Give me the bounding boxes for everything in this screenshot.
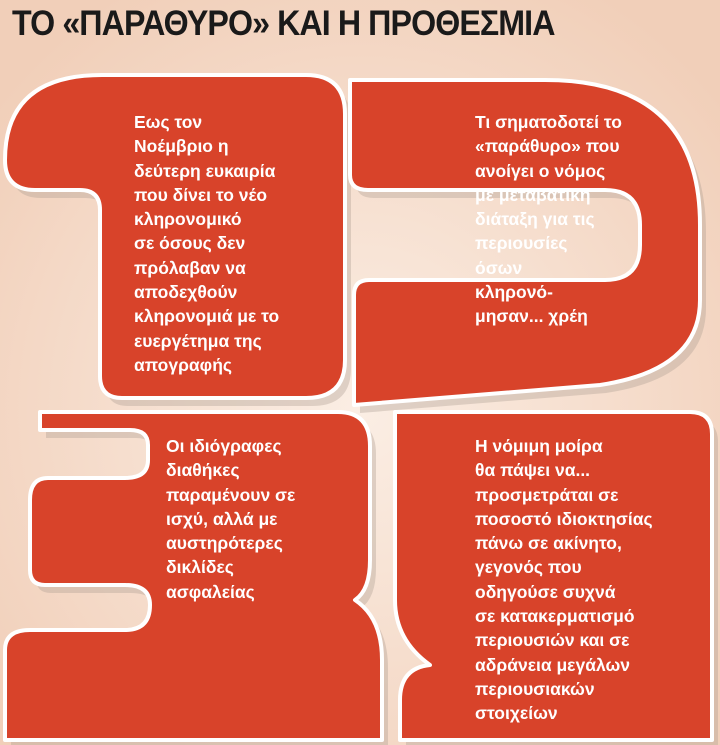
- panel-4-line: Η νόμιμη μοίρα: [475, 436, 603, 456]
- panel-3-line: ασφαλείας: [166, 581, 255, 602]
- panel-2-line: ανοίγει ο νόμος: [475, 160, 606, 181]
- panel-4-line: περιουσιακών: [475, 678, 595, 699]
- panel-3-line: Οι ιδιόγραφες: [166, 436, 282, 456]
- panel-4-line: αδράνεια μεγάλων: [475, 654, 631, 675]
- panel-4-line: πάνω σε ακίνητο,: [475, 533, 622, 554]
- panel-1-line: Νοέμβριο η: [134, 136, 229, 157]
- panel-4-line: ποσοστό ιδιοκτησίας: [475, 508, 653, 529]
- panel-2-line: διάταξη για τις: [475, 209, 595, 230]
- panel-2-line: με μεταβατική: [475, 184, 591, 205]
- panel-4-line: θα πάψει να...: [475, 460, 591, 481]
- panel-1-line: αποδεχθούν: [134, 282, 238, 303]
- panel-4-line: γεγονός που: [475, 557, 582, 578]
- panel-3-line: διαθήκες: [166, 460, 240, 481]
- panel-3-line: ισχύ, αλλά με: [166, 508, 278, 529]
- panel-4-line: στοιχείων: [475, 703, 558, 724]
- panel-4-text: [475, 434, 653, 726]
- panel-2-text: [475, 110, 622, 329]
- page-title: ΤΟ «ΠΑΡΑΘΥΡΟ» ΚΑΙ Η ΠΡΟΘΕΣΜΙΑ: [12, 4, 555, 43]
- panel-1-text: [134, 110, 279, 377]
- panel-1-line: ευεργέτημα της: [134, 330, 262, 351]
- panel-3-line: αυστηρότερες: [166, 533, 283, 554]
- panel-1-line: κληρονομικό: [134, 209, 242, 230]
- panel-1-line: πρόλαβαν να: [134, 257, 246, 278]
- panel-1-line: σε όσους δεν: [134, 233, 246, 254]
- panel-1-line: απογραφής: [134, 354, 232, 375]
- panel-3-line: δικλίδες: [166, 557, 234, 578]
- panel-1-line: που δίνει το νέο: [134, 184, 268, 205]
- panel-1-line: δεύτερη ευκαιρία: [134, 160, 276, 181]
- panel-1-line: κληρονομιά με το: [134, 306, 280, 327]
- panel-4-line: σε κατακερματισμό: [475, 606, 635, 627]
- panel-2-line: «παράθυρο» που: [475, 136, 620, 157]
- panel-2-line: κληρονό-: [475, 282, 553, 303]
- panel-2-line: μησαν... χρέη: [475, 306, 588, 327]
- panel-4-line: οδηγούσε συχνά: [475, 581, 616, 602]
- panel-3-text: [166, 434, 295, 604]
- panel-2-line: περιουσίες: [475, 233, 568, 254]
- panel-1-line: Εως τον: [134, 112, 203, 132]
- panel-4-line: προσμετράται σε: [475, 484, 619, 505]
- panel-4-line: περιουσιών και σε: [475, 630, 630, 651]
- panel-2-line: όσων: [475, 257, 523, 278]
- panel-2-line: Τι σηματοδοτεί το: [475, 112, 622, 132]
- panel-3-line: παραμένουν σε: [166, 484, 296, 505]
